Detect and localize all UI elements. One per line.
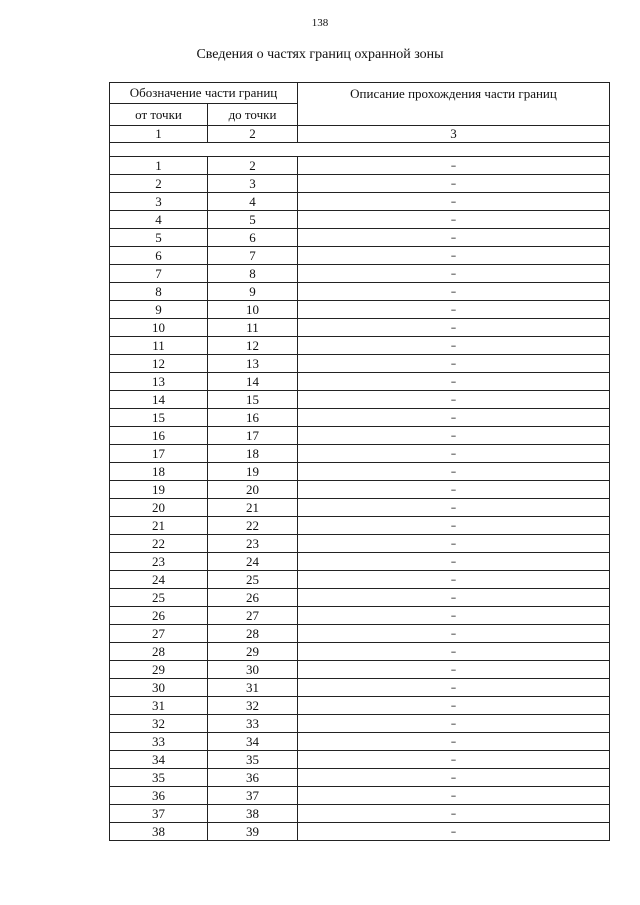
table-row (110, 733, 610, 751)
description-cell: – (298, 427, 610, 445)
to-point-cell: 38 (208, 805, 298, 823)
description-cell: – (298, 301, 610, 319)
to-point-cell: 28 (208, 625, 298, 643)
from-point-cell: 10 (110, 319, 208, 337)
column-number-row (110, 126, 610, 143)
column-number-2: 2 (208, 126, 298, 143)
from-point-cell: 12 (110, 355, 208, 373)
description-cell: – (298, 571, 610, 589)
from-point-cell: 13 (110, 373, 208, 391)
description-cell: – (298, 823, 610, 841)
from-point-cell: 21 (110, 517, 208, 535)
description-cell: – (298, 409, 610, 427)
table-row (110, 319, 610, 337)
description-cell: – (298, 625, 610, 643)
description-cell: – (298, 607, 610, 625)
table-row (110, 373, 610, 391)
from-point-cell: 22 (110, 535, 208, 553)
table-row (110, 265, 610, 283)
to-point-cell: 14 (208, 373, 298, 391)
description-cell: – (298, 535, 610, 553)
description-cell: – (298, 283, 610, 301)
boundary-parts-table (109, 82, 610, 841)
table-row (110, 337, 610, 355)
description-cell: – (298, 787, 610, 805)
table-body (110, 126, 610, 841)
description-cell: – (298, 445, 610, 463)
description-cell: – (298, 751, 610, 769)
from-point-cell: 4 (110, 211, 208, 229)
header-to-point: до точки (208, 104, 298, 126)
description-cell: – (298, 175, 610, 193)
description-cell: – (298, 337, 610, 355)
description-cell: – (298, 373, 610, 391)
from-point-cell: 8 (110, 283, 208, 301)
description-cell: – (298, 481, 610, 499)
spacer-row (110, 143, 610, 157)
from-point-cell: 25 (110, 589, 208, 607)
table-row (110, 571, 610, 589)
table-row (110, 409, 610, 427)
from-point-cell: 14 (110, 391, 208, 409)
table-row (110, 625, 610, 643)
from-point-cell: 23 (110, 553, 208, 571)
description-cell: – (298, 661, 610, 679)
to-point-cell: 24 (208, 553, 298, 571)
from-point-cell: 11 (110, 337, 208, 355)
description-cell: – (298, 679, 610, 697)
from-point-cell: 18 (110, 463, 208, 481)
to-point-cell: 7 (208, 247, 298, 265)
to-point-cell: 11 (208, 319, 298, 337)
from-point-cell: 33 (110, 733, 208, 751)
to-point-cell: 21 (208, 499, 298, 517)
to-point-cell: 3 (208, 175, 298, 193)
from-point-cell: 9 (110, 301, 208, 319)
header-boundary-part-designation: Обозначение части границ (110, 83, 298, 104)
table-row (110, 661, 610, 679)
from-point-cell: 19 (110, 481, 208, 499)
to-point-cell: 39 (208, 823, 298, 841)
to-point-cell: 23 (208, 535, 298, 553)
from-point-cell: 37 (110, 805, 208, 823)
to-point-cell: 31 (208, 679, 298, 697)
from-point-cell: 3 (110, 193, 208, 211)
table-row (110, 715, 610, 733)
from-point-cell: 27 (110, 625, 208, 643)
description-cell: – (298, 193, 610, 211)
to-point-cell: 9 (208, 283, 298, 301)
description-cell: – (298, 247, 610, 265)
to-point-cell: 27 (208, 607, 298, 625)
table-row (110, 301, 610, 319)
spacer-cell (110, 143, 610, 157)
table-row (110, 229, 610, 247)
to-point-cell: 10 (208, 301, 298, 319)
from-point-cell: 24 (110, 571, 208, 589)
table-row (110, 535, 610, 553)
table-row (110, 769, 610, 787)
description-cell: – (298, 391, 610, 409)
description-cell: – (298, 211, 610, 229)
from-point-cell: 38 (110, 823, 208, 841)
description-cell: – (298, 157, 610, 175)
description-cell: – (298, 805, 610, 823)
description-cell: – (298, 463, 610, 481)
table-row (110, 445, 610, 463)
to-point-cell: 12 (208, 337, 298, 355)
from-point-cell: 17 (110, 445, 208, 463)
from-point-cell: 6 (110, 247, 208, 265)
description-cell: – (298, 769, 610, 787)
table-row (110, 355, 610, 373)
to-point-cell: 6 (208, 229, 298, 247)
table-row (110, 481, 610, 499)
from-point-cell: 5 (110, 229, 208, 247)
description-cell: – (298, 265, 610, 283)
table-row (110, 589, 610, 607)
description-cell: – (298, 499, 610, 517)
header-description: Описание прохождения части границ (298, 83, 610, 126)
table-row (110, 247, 610, 265)
to-point-cell: 5 (208, 211, 298, 229)
table-row (110, 751, 610, 769)
from-point-cell: 15 (110, 409, 208, 427)
column-number-3: 3 (298, 126, 610, 143)
to-point-cell: 16 (208, 409, 298, 427)
from-point-cell: 32 (110, 715, 208, 733)
table-row (110, 787, 610, 805)
from-point-cell: 28 (110, 643, 208, 661)
table-row (110, 553, 610, 571)
from-point-cell: 16 (110, 427, 208, 445)
to-point-cell: 15 (208, 391, 298, 409)
table-row (110, 607, 610, 625)
to-point-cell: 33 (208, 715, 298, 733)
to-point-cell: 4 (208, 193, 298, 211)
table-row (110, 427, 610, 445)
from-point-cell: 35 (110, 769, 208, 787)
table-header (110, 83, 610, 126)
column-number-1: 1 (110, 126, 208, 143)
to-point-cell: 37 (208, 787, 298, 805)
table-row (110, 823, 610, 841)
to-point-cell: 13 (208, 355, 298, 373)
description-cell: – (298, 553, 610, 571)
table-row (110, 517, 610, 535)
table-row (110, 463, 610, 481)
table-row (110, 283, 610, 301)
to-point-cell: 26 (208, 589, 298, 607)
table-row (110, 193, 610, 211)
description-cell: – (298, 319, 610, 337)
page-number: 138 (311, 17, 329, 29)
from-point-cell: 20 (110, 499, 208, 517)
from-point-cell: 30 (110, 679, 208, 697)
from-point-cell: 29 (110, 661, 208, 679)
to-point-cell: 29 (208, 643, 298, 661)
description-cell: – (298, 697, 610, 715)
table-row (110, 211, 610, 229)
table-row (110, 175, 610, 193)
table-row (110, 805, 610, 823)
from-point-cell: 2 (110, 175, 208, 193)
to-point-cell: 17 (208, 427, 298, 445)
description-cell: – (298, 589, 610, 607)
table-row (110, 391, 610, 409)
to-point-cell: 22 (208, 517, 298, 535)
to-point-cell: 20 (208, 481, 298, 499)
from-point-cell: 7 (110, 265, 208, 283)
to-point-cell: 8 (208, 265, 298, 283)
to-point-cell: 32 (208, 697, 298, 715)
to-point-cell: 30 (208, 661, 298, 679)
description-cell: – (298, 229, 610, 247)
to-point-cell: 19 (208, 463, 298, 481)
from-point-cell: 26 (110, 607, 208, 625)
from-point-cell: 36 (110, 787, 208, 805)
description-cell: – (298, 715, 610, 733)
description-cell: – (298, 733, 610, 751)
document-title: Сведения о частях границ охранной зоны (196, 47, 444, 62)
description-cell: – (298, 517, 610, 535)
from-point-cell: 34 (110, 751, 208, 769)
table-row (110, 697, 610, 715)
description-cell: – (298, 643, 610, 661)
to-point-cell: 18 (208, 445, 298, 463)
table-row (110, 157, 610, 175)
table-row (110, 643, 610, 661)
from-point-cell: 31 (110, 697, 208, 715)
from-point-cell: 1 (110, 157, 208, 175)
table-row (110, 499, 610, 517)
to-point-cell: 34 (208, 733, 298, 751)
to-point-cell: 35 (208, 751, 298, 769)
description-cell: – (298, 355, 610, 373)
to-point-cell: 36 (208, 769, 298, 787)
to-point-cell: 2 (208, 157, 298, 175)
header-from-point: от точки (110, 104, 208, 126)
table-row (110, 679, 610, 697)
to-point-cell: 25 (208, 571, 298, 589)
